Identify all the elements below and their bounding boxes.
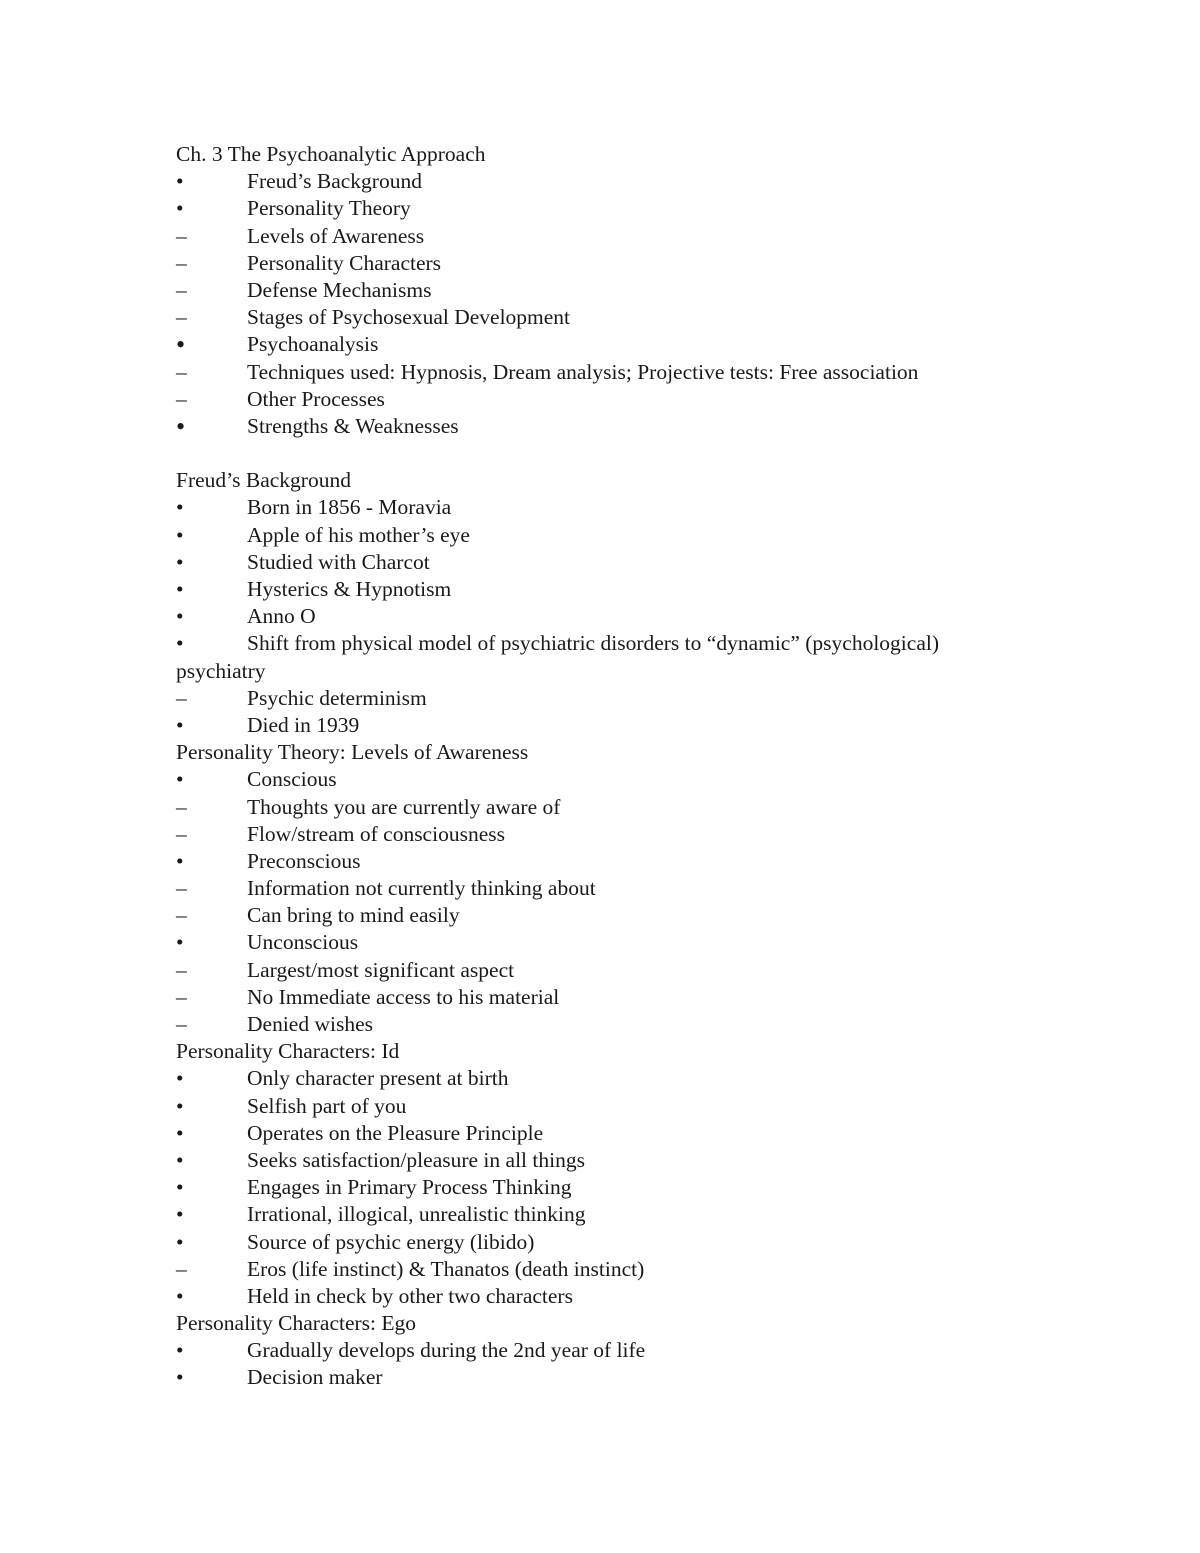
list-item xyxy=(176,630,1136,657)
item-text: Unconscious xyxy=(247,930,359,955)
bullet-marker: • xyxy=(176,1066,184,1091)
blank-line xyxy=(176,440,1136,467)
item-text: Selfish part of you xyxy=(247,1093,407,1118)
sub-list-item xyxy=(176,223,1136,250)
section-heading xyxy=(176,1310,1136,1337)
dash-marker: – xyxy=(176,1012,187,1036)
item-text: Held in check by other two characters xyxy=(247,1283,573,1308)
bullet-marker: • xyxy=(176,767,184,792)
list-item xyxy=(176,413,1136,440)
bullet-marker: • xyxy=(176,1229,184,1254)
sub-list-item xyxy=(176,902,1136,929)
bullet-marker: • xyxy=(176,712,184,737)
bullet-marker: • xyxy=(176,577,184,601)
list-item xyxy=(176,603,1136,630)
dash-marker: – xyxy=(176,277,187,302)
item-text: Defense Mechanisms xyxy=(247,277,432,302)
bullet-marker: • xyxy=(176,1147,184,1172)
sub-list-item xyxy=(176,386,1136,413)
item-text: Died in 1939 xyxy=(247,712,360,737)
dash-marker: – xyxy=(176,794,187,819)
item-text: No Immediate access to his material xyxy=(247,984,560,1009)
section-heading xyxy=(176,141,1136,168)
dash-marker: – xyxy=(176,957,187,982)
bullet-marker: • xyxy=(176,1120,184,1145)
list-item xyxy=(176,195,1136,222)
item-text: Stages of Psychosexual Development xyxy=(247,305,571,330)
bullet-marker: • xyxy=(176,330,186,360)
bullet-marker: • xyxy=(176,631,184,656)
list-item xyxy=(176,1174,1136,1201)
heading-text: psychiatry xyxy=(176,658,266,683)
item-text: Denied wishes xyxy=(247,1012,373,1036)
bullet-marker: • xyxy=(176,1093,184,1118)
heading-text: Personality Theory: Levels of Awareness xyxy=(176,740,529,765)
list-item xyxy=(176,1065,1136,1092)
heading-text: Personality Characters: Ego xyxy=(176,1311,417,1336)
item-text: Freud’s Background xyxy=(247,169,422,194)
bullet-marker: • xyxy=(176,604,184,629)
item-text: Hysterics & Hypnotism xyxy=(247,577,452,601)
dash-marker: – xyxy=(176,250,187,275)
dash-marker: – xyxy=(176,1256,187,1281)
sub-list-item xyxy=(176,984,1136,1011)
list-item xyxy=(176,1283,1136,1310)
sub-list-item xyxy=(176,875,1136,902)
item-text: Source of psychic energy (libido) xyxy=(247,1229,535,1254)
bullet-marker: • xyxy=(176,1175,184,1200)
item-text: Preconscious xyxy=(247,848,361,873)
item-text: Personality Theory xyxy=(247,196,411,221)
item-text: Flow/stream of consciousness xyxy=(247,821,505,846)
sub-list-item xyxy=(176,359,1136,386)
dash-marker: – xyxy=(176,223,187,248)
item-text: Levels of Awareness xyxy=(247,223,425,248)
heading-text: Freud’s Background xyxy=(176,468,351,493)
document-page xyxy=(176,141,1136,1392)
list-item xyxy=(176,929,1136,956)
bullet-marker: • xyxy=(176,169,184,194)
list-item xyxy=(176,576,1136,603)
list-item xyxy=(176,1120,1136,1147)
section-heading xyxy=(176,739,1136,766)
bullet-marker: • xyxy=(176,1338,184,1363)
list-item xyxy=(176,522,1136,549)
section-heading xyxy=(176,1038,1136,1065)
dash-marker: – xyxy=(176,984,187,1009)
item-text: Psychic determinism xyxy=(247,685,427,710)
item-text: Strengths & Weaknesses xyxy=(247,413,459,438)
item-text: Other Processes xyxy=(247,386,385,411)
bullet-marker: • xyxy=(176,522,184,547)
sub-list-item xyxy=(176,821,1136,848)
sub-list-item xyxy=(176,1011,1136,1038)
item-text: Born in 1856 - Moravia xyxy=(247,495,452,520)
dash-marker: – xyxy=(176,386,187,411)
item-text: Only character present at birth xyxy=(247,1066,509,1091)
heading-text: Personality Characters: Id xyxy=(176,1039,400,1064)
list-item xyxy=(176,168,1136,195)
item-text: Eros (life instinct) & Thanatos (death instinct) xyxy=(247,1256,645,1281)
sub-list-item xyxy=(176,277,1136,304)
dash-marker: – xyxy=(176,685,187,710)
item-text: Studied with Charcot xyxy=(247,549,430,574)
list-item xyxy=(176,1147,1136,1174)
list-item xyxy=(176,1337,1136,1364)
item-text: Psychoanalysis xyxy=(247,332,379,357)
sub-list-item xyxy=(176,1256,1136,1283)
list-item xyxy=(176,494,1136,521)
list-item xyxy=(176,1201,1136,1228)
item-text: Information not currently thinking about xyxy=(247,876,596,901)
bullet-marker: • xyxy=(176,1202,184,1227)
item-text: Operates on the Pleasure Principle xyxy=(247,1120,544,1145)
list-item xyxy=(176,1229,1136,1256)
bullet-marker: • xyxy=(176,848,184,873)
list-item xyxy=(176,712,1136,739)
item-text: Irrational, illogical, unrealistic thinking xyxy=(247,1202,586,1227)
list-item xyxy=(176,331,1136,358)
dash-marker: – xyxy=(176,876,187,901)
bullet-marker: • xyxy=(176,196,184,221)
list-item xyxy=(176,549,1136,576)
list-item xyxy=(176,1364,1136,1391)
item-text: Largest/most significant aspect xyxy=(247,957,515,982)
section-heading xyxy=(176,658,1136,685)
dash-marker: – xyxy=(176,903,187,928)
item-text: Anno O xyxy=(247,604,316,629)
list-item xyxy=(176,766,1136,793)
bullet-marker: • xyxy=(176,930,184,955)
item-text: Apple of his mother’s eye xyxy=(247,522,470,547)
item-text: Can bring to mind easily xyxy=(247,903,460,928)
bullet-marker: • xyxy=(176,411,186,441)
item-text: Decision maker xyxy=(247,1365,383,1390)
item-text: Seeks satisfaction/pleasure in all things xyxy=(247,1147,585,1172)
bullet-marker: • xyxy=(176,1283,184,1308)
sub-list-item xyxy=(176,957,1136,984)
sub-list-item xyxy=(176,250,1136,277)
section-heading xyxy=(176,467,1136,494)
item-text: Shift from physical model of psychiatric disorders to “dynamic” (psychological) xyxy=(247,631,939,656)
item-text: Gradually develops during the 2nd year of life xyxy=(247,1338,646,1363)
list-item xyxy=(176,848,1136,875)
bullet-marker: • xyxy=(176,1365,184,1390)
item-text: Thoughts you are currently aware of xyxy=(247,794,561,819)
sub-list-item xyxy=(176,794,1136,821)
item-text: Engages in Primary Process Thinking xyxy=(247,1175,572,1200)
dash-marker: – xyxy=(176,305,187,330)
dash-marker: – xyxy=(176,821,187,846)
sub-list-item xyxy=(176,685,1136,712)
bullet-marker: • xyxy=(176,549,184,574)
bullet-marker: • xyxy=(176,495,184,520)
sub-list-item xyxy=(176,304,1136,331)
heading-text: Ch. 3 The Psychoanalytic Approach xyxy=(176,142,486,166)
item-text: Personality Characters xyxy=(247,250,442,275)
item-text: Conscious xyxy=(247,767,337,792)
list-item xyxy=(176,1093,1136,1120)
dash-marker: – xyxy=(176,359,187,384)
item-text: Techniques used: Hypnosis, Dream analysis; Projective tests: Free association xyxy=(247,359,919,384)
